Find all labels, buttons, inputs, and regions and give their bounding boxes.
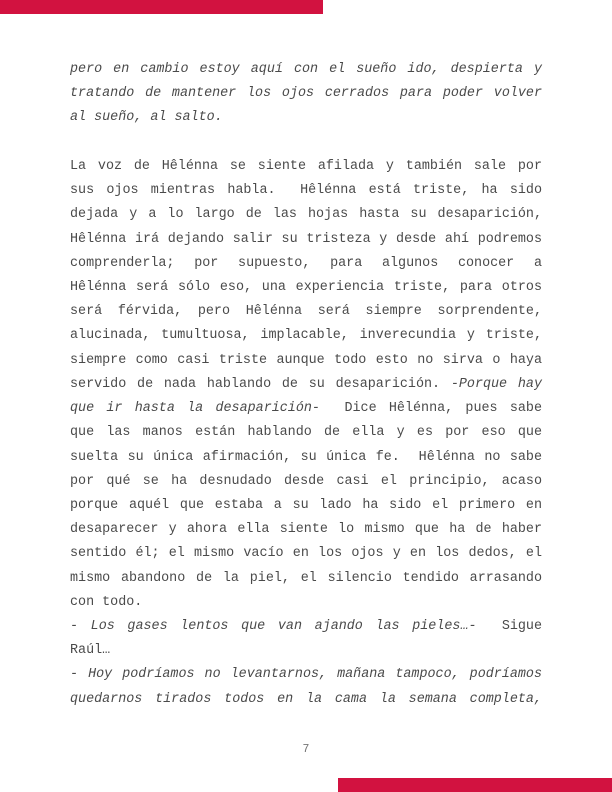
text-segment: porque aquél que estaba a su lado ha sido el primero en	[70, 497, 542, 513]
text-segment: alucinada, tumultuosa, implacable, inverecundia y triste,	[70, 328, 542, 344]
italic-text-segment: pero en cambio estoy aquí con el sueño ido, despierta y	[70, 62, 542, 77]
text-segment: siempre como casi triste aunque todo esto no sirva o haya	[70, 352, 542, 368]
text-segment: Raúl…	[70, 643, 111, 659]
page-number: 7	[302, 743, 310, 756]
text-segment: desaparecer y ahora ella siente lo mismo que ha de haber	[70, 522, 542, 538]
text-segment: servido de nada hablando de su desaparición.	[70, 376, 451, 392]
italic-text-segment: - Hoy podríamos no levantarnos, mañana tampoco, podríamos	[70, 667, 542, 683]
text-segment: con todo.	[70, 594, 143, 610]
text-segment: Dice Hêlénna, pues sabe	[319, 401, 542, 417]
bottom-accent-bar	[338, 778, 612, 792]
text-line	[70, 615, 542, 639]
text-segment: será férvida, pero Hêlénna será siempre sorprendente,	[70, 304, 542, 320]
text-line	[70, 155, 542, 179]
text-line	[70, 397, 542, 421]
text-segment: mismo abandono de la piel, el silencio tendido arrasando	[70, 570, 542, 586]
text-line	[70, 567, 542, 591]
text-segment: suelta su única afirmación, su única fe. Hêlénna no sabe	[70, 449, 542, 465]
text-line	[70, 300, 542, 324]
text-line	[70, 203, 542, 227]
text-line	[70, 349, 542, 373]
italic-text-segment: al sueño, al salto.	[70, 110, 223, 126]
text-line	[70, 542, 542, 566]
text-line	[70, 82, 542, 106]
text-line	[70, 421, 542, 445]
text-segment: La voz de Hêlénna se siente afilada y también sale por	[70, 158, 542, 174]
text-segment: Hêlénna irá dejando salir su tristeza y desde ahí podremos	[70, 231, 542, 247]
text-line	[70, 663, 542, 687]
text-segment: comprenderla; por supuesto, para algunos conocer a	[70, 255, 542, 271]
text-line	[70, 494, 542, 518]
text-line	[70, 228, 542, 252]
body-text	[70, 58, 542, 712]
text-line	[70, 276, 542, 300]
italic-text-segment: - Los gases lentos que van ajando las pieles…-	[70, 619, 477, 635]
text-line	[70, 639, 542, 663]
italic-text-segment: que ir hasta la desaparición-	[70, 401, 320, 417]
text-segment: que las manos están hablando de ella y es por eso que	[70, 425, 542, 441]
text-line	[70, 373, 542, 397]
text-segment: dejada y a lo largo de las hojas hasta su desaparición,	[70, 207, 542, 223]
text-line	[70, 106, 542, 130]
italic-text-segment: tratando de mantener los ojos cerrados para poder volver	[70, 86, 542, 102]
text-line	[70, 252, 542, 276]
text-segment: por qué se ha desnudado desde casi el principio, acaso	[70, 473, 542, 489]
text-line	[70, 470, 542, 494]
text-segment: sus ojos mientras habla. Hêlénna está triste, ha sido	[70, 183, 542, 199]
text-line	[70, 446, 542, 470]
text-line	[70, 518, 542, 542]
top-accent-bar	[0, 0, 323, 14]
text-line	[70, 591, 542, 615]
italic-text-segment: -Porque hay	[450, 376, 542, 392]
text-segment: sentido él; el mismo vacío en los ojos y en los dedos, el	[70, 546, 542, 562]
text-line	[70, 324, 542, 348]
text-segment: Hêlénna será sólo eso, una experiencia triste, para otros	[70, 279, 542, 295]
text-line	[70, 58, 542, 82]
text-line	[70, 688, 542, 712]
italic-text-segment: quedarnos tirados todos en la cama la semana completa,	[70, 691, 542, 707]
text-line	[70, 179, 542, 203]
text-segment: Sigue	[476, 619, 542, 635]
